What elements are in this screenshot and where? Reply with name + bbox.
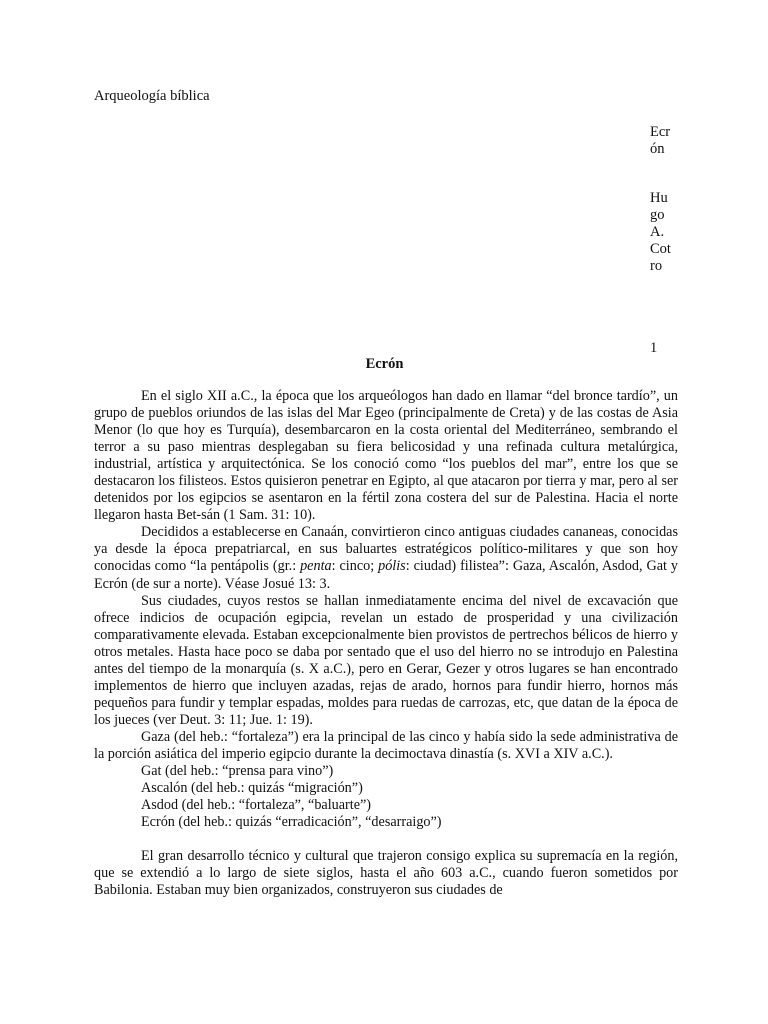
- paragraph-4: Gaza (del heb.: “fortaleza”) era la principal de las cinco y había sido la sede administrativa de la porción asiática del imperio egipcio durante la decimoctava dinastía (s. XVI a XIV a.C.).: [94, 728, 678, 762]
- paragraph-5: El gran desarrollo técnico y cultural que trajeron consigo explica su supremacía en la región, que se extendió a lo largo de siete siglos, hasta el año 603 a.C., cuando fueron sometidos por Babilonia. Estaban muy bien organizados, construyeron sus ciudades de: [94, 848, 678, 899]
- paragraph-2-text-a: Decididos a establecerse en Canaán, convirtieron cinco antiguas ciudades cananeas, conocidas ya desde la época prepatriarcal, en sus baluartes estratégicos político-militares y que son hoy conocidas como “la pentápolis (gr.:: [94, 524, 678, 575]
- paragraph-1: En el siglo XII a.C., la época que los arqueólogos han dado en llamar “del bronce tardío”, un grupo de pueblos oriundos de las islas del Mar Egeo (principalmente de Creta) y de las costas de Asia Menor (lo que hoy es Turquía), desembarcaron en la costa oriental del Mediterráneo, sembrando el terror a su paso mientras desplegaban su fiera belicosidad y una refinada cultura metalúrgica, industrial, artística y arquitectónica. Se los conoció como “los pueblos del mar”, entre los que se destacaron los filisteos. Estos quisieron penetrar en Egipto, al que atacaron por tierra y mar, pero al ser detenidos por los egipcios se asentaron en la fértil zona costera del sur de Palestina. Hacia el norte llegaron hasta Bet-sán (1 Sam. 31: 10).: [94, 388, 678, 524]
- paragraph-2-polis: pólis: [378, 558, 406, 575]
- margin-author-fragment: [650, 190, 680, 275]
- page-number: 1: [650, 340, 658, 356]
- paragraph-3: Sus ciudades, cuyos restos se hallan inmediatamente encima del nivel de excavación que ofrece indicios de ocupación egipcia, revelan un estado de prosperidad y una civilización comparativamente elevada. Estaban excepcionalmente bien provistos de pertrechos bélicos de hierro y otros metales. Hasta hace poco se daba por sentado que el uso del hierro no se introdujo en Palestina antes del tiempo de la monarquía (s. X a.C.), pero en Gerar, Gezer y otros lugares se han encontrado implementos de hierro que incluyen azadas, rejas de arado, hornos para fundir hierro, hornos más pequeños para fundir y templar espadas, moldes para ruedas de carrozas, etc, que datan de la época de los jueces (ver Deut. 3: 11; Jue. 1: 19).: [94, 592, 678, 728]
- paragraph-2-text-c: : ciudad) filistea”: Gaza, Ascalón, Asdod, Gat y Ecrón (de sur a norte). Véase Josué 13: 3.: [94, 558, 678, 592]
- paragraph-spacer: [94, 831, 678, 848]
- article-body: [94, 388, 678, 899]
- margin-title-part: ón: [650, 141, 665, 157]
- paragraph-2: [94, 524, 678, 592]
- paragraph-2-text-b: : cinco;: [331, 558, 379, 575]
- margin-title-part: Ecr: [650, 124, 671, 140]
- margin-author-part: Cot: [650, 241, 671, 257]
- list-item: Ascalón (del heb.: quizás “migración”): [141, 780, 363, 797]
- list-item: Gat (del heb.: “prensa para vino”): [141, 763, 334, 780]
- list-item: Asdod (del heb.: “fortaleza”, “baluarte”): [141, 797, 372, 814]
- margin-author-part: Hu: [650, 190, 668, 206]
- list-item: Ecrón (del heb.: quizás “erradicación”, “desarraigo”): [141, 814, 442, 831]
- margin-author-part: go: [650, 207, 665, 223]
- article-title: Ecrón: [365, 356, 404, 372]
- margin-author-part: A.: [650, 224, 665, 240]
- book-title: Arqueología bíblica: [94, 88, 210, 104]
- margin-title-fragment: [650, 124, 680, 158]
- margin-author-part: ro: [650, 258, 663, 274]
- paragraph-2-penta: penta: [300, 558, 332, 575]
